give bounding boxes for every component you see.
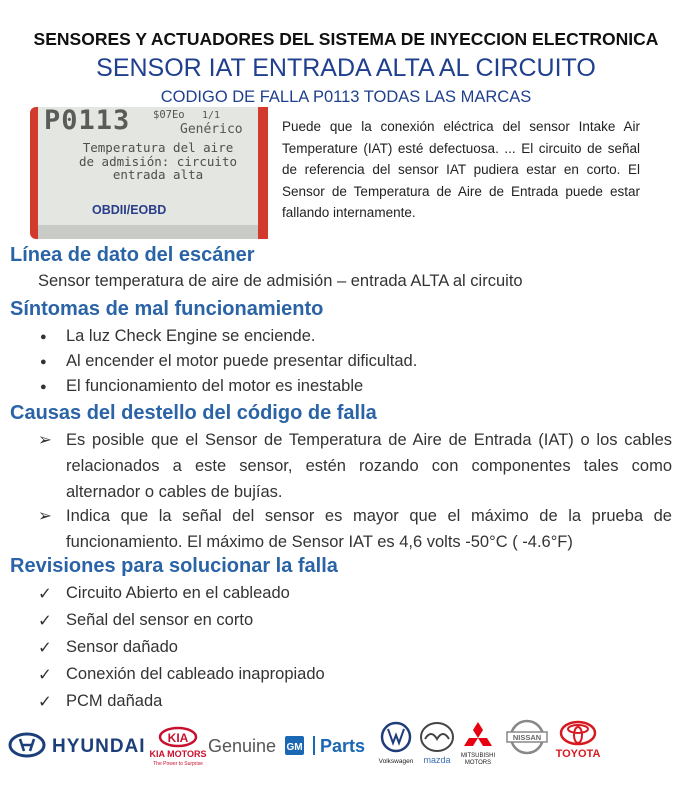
scanner-bottom-bar bbox=[38, 225, 258, 239]
section-heading-scanner-line: Línea de dato del escáner bbox=[10, 244, 255, 266]
list-item-text: PCM dañada bbox=[66, 692, 163, 710]
svg-text:KIA: KIA bbox=[167, 731, 189, 745]
list-item-text: La luz Check Engine se enciende. bbox=[66, 327, 316, 345]
toyota-logo bbox=[556, 722, 601, 760]
svg-text:Volkswagen: Volkswagen bbox=[378, 758, 414, 765]
svg-text:MITSUBISHI: MITSUBISHI bbox=[460, 753, 496, 759]
header-line1: SENSORES Y ACTUADORES DEL SISTEMA DE INYECCION ELECTRONICA bbox=[33, 29, 659, 49]
svg-text:Genuine: Genuine bbox=[208, 736, 277, 756]
svg-text:GM: GM bbox=[286, 742, 303, 753]
mitsubishi-logo bbox=[461, 722, 496, 766]
scanner-line-text: Sensor temperatura de aire de admisión – entrada ALTA al circuito bbox=[38, 272, 523, 290]
volkswagen-logo bbox=[379, 723, 414, 765]
svg-text:Parts: Parts bbox=[320, 736, 366, 756]
check-icon: ✓ bbox=[38, 693, 52, 711]
list-item bbox=[38, 427, 672, 505]
brand-logos-strip bbox=[0, 715, 692, 786]
description-paragraph: Puede que la conexión eléctrica del sensor Intake Air Temperature (IAT) esté defectuosa. ... El circuito de señal de referencia del sensor IAT pudiera estar en corto. El Sensor de Temperatura de Aire de Entrada puede estar fallando internamente. bbox=[282, 119, 640, 220]
page-title: SENSOR IAT ENTRADA ALTA AL CIRCUITO bbox=[96, 54, 596, 82]
section-heading-causes: Causas del destello del código de falla bbox=[10, 402, 377, 424]
svg-text:MOTORS: MOTORS bbox=[464, 760, 492, 766]
list-item-text: Sensor dañado bbox=[66, 638, 178, 656]
scanner-screen bbox=[38, 107, 258, 239]
check-icon: ✓ bbox=[38, 639, 52, 657]
svg-text:TOYOTA: TOYOTA bbox=[555, 748, 601, 760]
bullet-icon: ● bbox=[40, 331, 47, 343]
svg-text:KIA MOTORS: KIA MOTORS bbox=[149, 749, 207, 759]
svg-text:mazda: mazda bbox=[423, 755, 451, 765]
svg-text:HYUNDAI: HYUNDAI bbox=[52, 736, 146, 757]
kia-logo bbox=[149, 728, 206, 767]
bullet-icon: ● bbox=[40, 356, 47, 368]
list-item-text: El funcionamiento del motor es inestable bbox=[66, 377, 364, 395]
gm-parts-logo bbox=[208, 736, 365, 756]
nissan-logo bbox=[507, 721, 547, 753]
scanner-meta-1: $07Eo bbox=[153, 109, 185, 121]
scanner-code: P0113 bbox=[44, 107, 131, 136]
section-heading-revisions: Revisiones para solucionar la falla bbox=[10, 555, 338, 577]
bullet-icon: ● bbox=[40, 381, 47, 393]
check-icon: ✓ bbox=[38, 585, 52, 603]
section-heading-symptoms: Síntomas de mal funcionamiento bbox=[10, 298, 324, 320]
scanner-photo bbox=[30, 107, 268, 239]
list-item-text: Al encender el motor puede presentar dificultad. bbox=[66, 352, 418, 370]
arrow-bullet-icon: ➢ bbox=[38, 507, 52, 525]
svg-text:NISSAN: NISSAN bbox=[512, 733, 542, 742]
list-item-text: Señal del sensor en corto bbox=[66, 611, 254, 629]
fault-code-subtitle: CODIGO DE FALLA P0113 TODAS LAS MARCAS bbox=[160, 88, 532, 106]
svg-text:The Power to Surprise: The Power to Surprise bbox=[153, 761, 203, 767]
list-item-text: Es posible que el Sensor de Temperatura de Aire de Entrada (IAT) o los cables relacionados a este sensor, estén rozando con componentes tales como alternador o cables de bujías. bbox=[66, 431, 672, 501]
scanner-message: Temperatura del aire de admisión: circuito entrada alta bbox=[78, 140, 238, 182]
list-item-text: Indica que la señal del sensor es mayor que el máximo de la prueba de funcionamiento. El máximo de Sensor IAT es 4,6 volts -50°C ( -4.6°F) bbox=[66, 507, 672, 551]
list-item bbox=[38, 503, 672, 555]
scanner-meta-2: 1/1 bbox=[202, 110, 221, 121]
check-icon: ✓ bbox=[38, 666, 52, 684]
mazda-logo bbox=[421, 723, 453, 765]
hyundai-logo bbox=[10, 734, 146, 757]
scanner-footer-label: OBDII/EOBD bbox=[92, 203, 167, 217]
arrow-bullet-icon: ➢ bbox=[38, 431, 52, 449]
check-icon: ✓ bbox=[38, 612, 52, 630]
list-item-text: Circuito Abierto en el cableado bbox=[66, 584, 290, 602]
list-item-text: Conexión del cableado inapropiado bbox=[66, 665, 325, 683]
scanner-generic: Genérico bbox=[180, 122, 243, 137]
